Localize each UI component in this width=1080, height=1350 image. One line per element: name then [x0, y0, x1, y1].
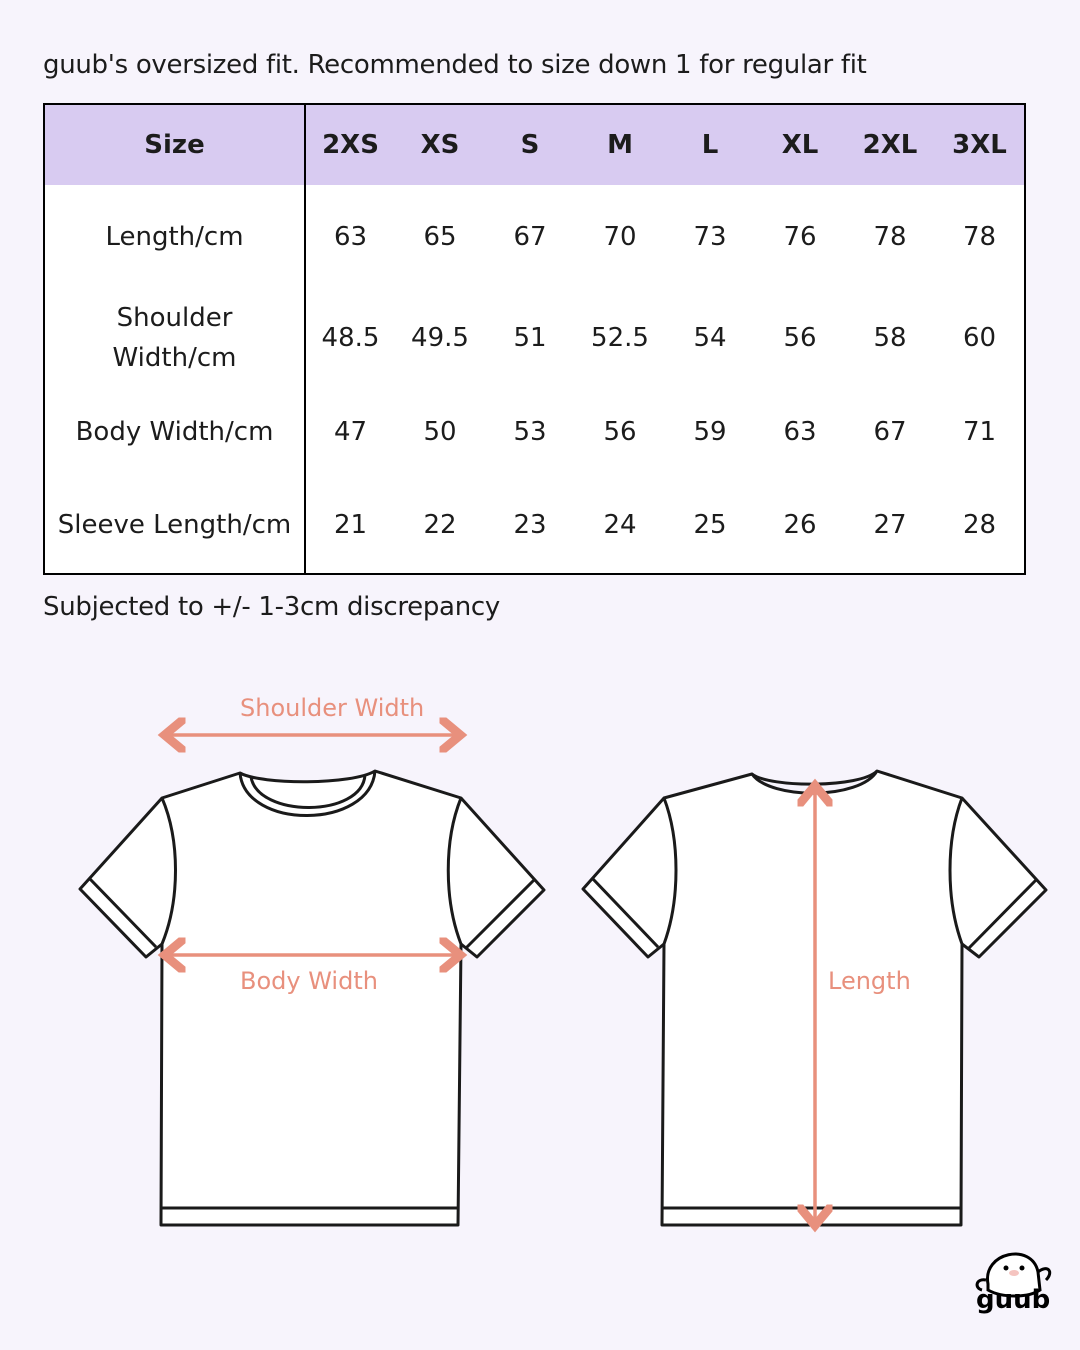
tshirt-front-icon [80, 771, 544, 1225]
row-label-line: Shoulder [116, 303, 233, 333]
body-width-label: Body Width [240, 967, 378, 995]
table-cell: 48.5 [321, 323, 380, 353]
length-label: Length [828, 967, 911, 995]
tshirt-measurement-diagram [0, 660, 1080, 1260]
table-cell: 25 [693, 510, 727, 540]
table-cell: 67 [873, 417, 907, 447]
table-cell: 54 [693, 323, 727, 353]
size-header-row [44, 104, 1025, 185]
table-cell: 71 [962, 417, 997, 447]
fit-note: guub's oversized fit. Recommended to size down 1 for regular fit [43, 50, 867, 80]
table-cell: 76 [783, 222, 817, 252]
table-cell: 78 [873, 222, 907, 252]
table-cell: 60 [962, 323, 997, 353]
table-cell: 63 [333, 222, 368, 252]
table-row [44, 477, 1025, 574]
table-cell: 22 [423, 510, 457, 540]
size-header-2xs: 2XS [305, 104, 395, 185]
size-header-2xl: 2XL [845, 104, 935, 185]
table-cell: 26 [783, 510, 817, 540]
size-header-xs: XS [395, 104, 485, 185]
table-cell: 21 [333, 510, 368, 540]
row-label-line: Width/cm [112, 343, 237, 373]
table-row [44, 289, 1025, 387]
row-label-sleeve-length: Sleeve Length/cm [44, 477, 305, 574]
table-cell: 73 [693, 222, 727, 252]
table-cell: 51 [513, 323, 547, 353]
table-cell: 24 [603, 510, 637, 540]
table-cell: 27 [873, 510, 907, 540]
size-chart-table [43, 103, 1026, 575]
table-cell: 63 [783, 417, 817, 447]
size-corner-header: Size [44, 104, 305, 185]
size-header-m: M [575, 104, 665, 185]
discrepancy-note: Subjected to +/- 1-3cm discrepancy [43, 592, 500, 622]
table-cell: 53 [513, 417, 547, 447]
size-header-xl: XL [755, 104, 845, 185]
table-cell: 23 [513, 510, 547, 540]
row-label-length: Length/cm [44, 185, 305, 289]
table-cell: 50 [423, 417, 457, 447]
size-header-l: L [665, 104, 755, 185]
row-label-shoulder-width [44, 289, 305, 387]
table-row [44, 185, 1025, 289]
table-cell: 67 [513, 222, 547, 252]
table-cell: 56 [603, 417, 637, 447]
table-cell: 59 [693, 417, 727, 447]
table-cell: 70 [603, 222, 637, 252]
row-label-body-width: Body Width/cm [44, 387, 305, 477]
table-cell: 47 [333, 417, 368, 447]
table-cell: 28 [962, 510, 997, 540]
table-cell: 49.5 [411, 323, 469, 353]
brand-logo-text: guub [976, 1285, 1051, 1315]
table-cell: 52.5 [591, 323, 649, 353]
table-cell: 78 [962, 222, 997, 252]
table-cell: 58 [873, 323, 907, 353]
shoulder-width-label: Shoulder Width [240, 694, 425, 722]
size-header-s: S [485, 104, 575, 185]
table-cell: 56 [783, 323, 817, 353]
table-cell: 65 [423, 222, 457, 252]
table-row [44, 387, 1025, 477]
size-header-3xl: 3XL [935, 104, 1025, 185]
